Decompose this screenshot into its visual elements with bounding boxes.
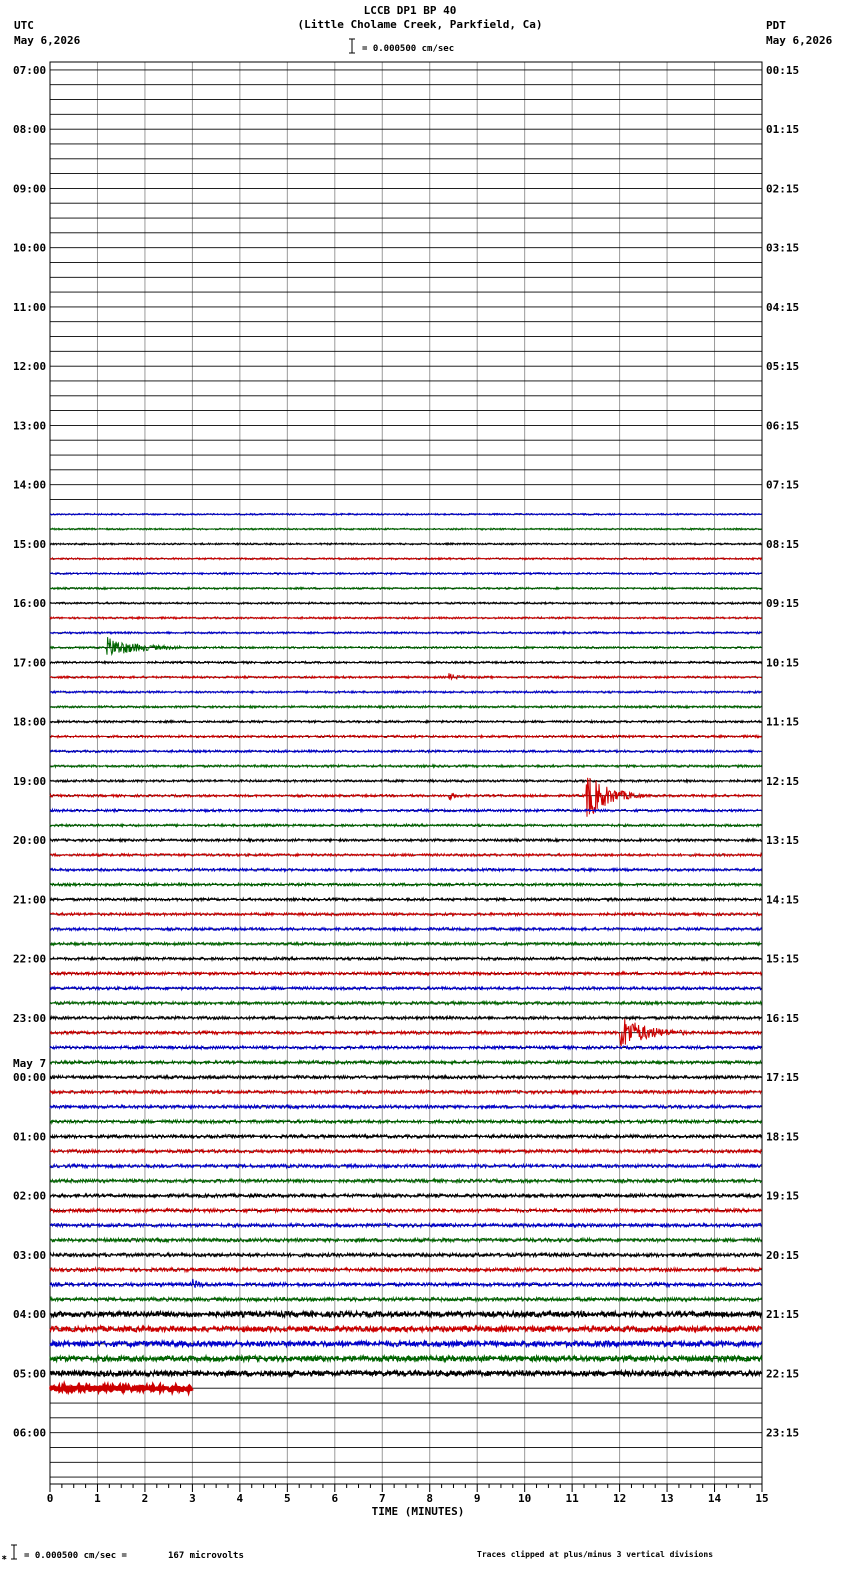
seismic-trace bbox=[50, 1312, 762, 1317]
hour-label-left: 17:00 bbox=[13, 656, 47, 670]
seismic-trace bbox=[50, 637, 762, 655]
hour-label-right: 03:15 bbox=[766, 241, 800, 255]
seismic-trace bbox=[50, 1224, 762, 1228]
hour-label-right: 05:15 bbox=[766, 360, 800, 374]
seismic-trace bbox=[50, 928, 762, 931]
date-change-label: May 7 bbox=[13, 1057, 47, 1071]
left-date: May 6,2026 bbox=[14, 34, 81, 47]
hour-label-right: 02:15 bbox=[766, 182, 800, 196]
seismic-trace bbox=[50, 854, 762, 857]
seismic-trace bbox=[50, 691, 762, 693]
hour-label-left: 06:00 bbox=[13, 1426, 47, 1440]
seismic-trace bbox=[50, 765, 762, 767]
seismic-trace bbox=[50, 883, 762, 886]
seismic-trace bbox=[50, 1341, 762, 1346]
hour-label-left: 03:00 bbox=[13, 1248, 47, 1262]
seismic-trace bbox=[50, 721, 762, 723]
hour-label-right: 19:15 bbox=[766, 1189, 800, 1203]
hour-label-right: 22:15 bbox=[766, 1367, 800, 1381]
seismic-trace bbox=[50, 957, 762, 960]
x-tick-label: 2 bbox=[141, 1492, 149, 1505]
hour-label-right: 12:15 bbox=[766, 774, 800, 788]
left-timezone: UTC bbox=[14, 19, 34, 32]
hour-label-left: 09:00 bbox=[13, 182, 47, 196]
hour-label-left: 12:00 bbox=[13, 360, 47, 374]
footer-marker: ⁎ bbox=[2, 1552, 7, 1562]
hour-label-right: 09:15 bbox=[766, 597, 800, 611]
hour-label-right: 11:15 bbox=[766, 715, 800, 729]
hour-label-left: 04:00 bbox=[13, 1308, 47, 1322]
seismic-trace bbox=[50, 528, 762, 530]
seismic-trace bbox=[50, 1002, 762, 1005]
x-tick-label: 10 bbox=[518, 1492, 532, 1505]
seismic-trace bbox=[50, 1046, 762, 1049]
footer-scale-bar-icon bbox=[11, 1545, 17, 1559]
seismic-trace bbox=[50, 1298, 762, 1302]
hour-label-right: 10:15 bbox=[766, 656, 800, 670]
hour-label-right: 01:15 bbox=[766, 123, 800, 137]
seismic-trace bbox=[50, 1386, 192, 1391]
x-tick-label: 13 bbox=[660, 1492, 674, 1505]
chart-title: LCCB DP1 BP 40 bbox=[363, 4, 457, 17]
hour-label-right: 06:15 bbox=[766, 419, 800, 433]
x-tick-label: 8 bbox=[426, 1492, 434, 1505]
seismic-trace bbox=[50, 809, 762, 811]
x-tick-label: 1 bbox=[94, 1492, 101, 1505]
seismic-trace bbox=[50, 1356, 762, 1361]
seismic-trace bbox=[50, 987, 762, 990]
hour-label-left: 07:00 bbox=[13, 63, 47, 77]
scale-bar-icon bbox=[349, 39, 355, 53]
hour-label-left: 14:00 bbox=[13, 478, 47, 492]
hour-label-left: 05:00 bbox=[13, 1367, 47, 1381]
chart-subtitle: (Little Cholame Creek, Parkfield, Ca) bbox=[297, 18, 543, 31]
hour-label-right: 04:15 bbox=[766, 300, 800, 314]
hour-label-right: 08:15 bbox=[766, 537, 800, 551]
seismic-trace bbox=[50, 661, 762, 663]
seismic-trace bbox=[50, 735, 762, 737]
x-tick-label: 15 bbox=[755, 1492, 769, 1505]
hour-label-right: 23:15 bbox=[766, 1426, 800, 1440]
clip-note: Traces clipped at plus/minus 3 vertical divisions bbox=[477, 1550, 714, 1559]
seismic-trace bbox=[50, 1150, 762, 1153]
scale-label: = 0.000500 cm/sec bbox=[362, 44, 455, 54]
x-tick-label: 14 bbox=[707, 1492, 722, 1505]
seismic-trace bbox=[50, 1061, 762, 1064]
seismic-trace bbox=[50, 558, 762, 560]
seismic-trace bbox=[50, 1076, 762, 1079]
seismic-trace bbox=[50, 602, 762, 604]
x-tick-label: 3 bbox=[189, 1492, 196, 1505]
hour-label-left: 15:00 bbox=[13, 537, 47, 551]
seismic-trace bbox=[50, 1090, 762, 1093]
x-tick-label: 12 bbox=[612, 1492, 627, 1505]
hour-label-left: 22:00 bbox=[13, 952, 47, 966]
hour-label-left: 08:00 bbox=[13, 123, 47, 137]
hour-label-left: 18:00 bbox=[13, 715, 47, 729]
hour-label-left: 20:00 bbox=[13, 834, 47, 848]
hour-label-left: 00:00 bbox=[13, 1071, 47, 1085]
hour-label-right: 00:15 bbox=[766, 63, 800, 77]
right-date: May 6,2026 bbox=[766, 34, 833, 47]
x-tick-label: 11 bbox=[565, 1492, 579, 1505]
trace-group bbox=[50, 514, 762, 1391]
hour-label-left: 21:00 bbox=[13, 893, 47, 907]
hour-label-left: 16:00 bbox=[13, 597, 47, 611]
seismic-trace bbox=[50, 869, 762, 872]
hour-label-right: 07:15 bbox=[766, 478, 800, 492]
hour-label-left: 11:00 bbox=[13, 300, 47, 314]
hour-label-left: 02:00 bbox=[13, 1189, 47, 1203]
right-timezone: PDT bbox=[766, 19, 786, 32]
seismic-trace bbox=[50, 1279, 762, 1288]
x-tick-label: 7 bbox=[378, 1492, 386, 1505]
seismic-trace bbox=[50, 943, 762, 946]
x-tick-label: 0 bbox=[46, 1492, 54, 1505]
hour-label-right: 16:15 bbox=[766, 1011, 800, 1025]
footer-scale-label: = 0.000500 cm/sec = bbox=[24, 1551, 127, 1561]
hour-label-left: 01:00 bbox=[13, 1130, 47, 1144]
hour-label-left: 10:00 bbox=[13, 241, 47, 255]
seismic-trace bbox=[50, 1194, 762, 1198]
hour-label-left: 23:00 bbox=[13, 1011, 47, 1025]
hour-label-right: 18:15 bbox=[766, 1130, 800, 1144]
hour-label-right: 14:15 bbox=[766, 893, 800, 907]
hour-label-right: 15:15 bbox=[766, 952, 800, 966]
hour-label-right: 17:15 bbox=[766, 1071, 800, 1085]
seismic-trace bbox=[50, 632, 762, 634]
footer-microvolts: 167 microvolts bbox=[168, 1551, 244, 1561]
seismic-trace bbox=[50, 543, 762, 545]
x-tick-label: 9 bbox=[473, 1492, 481, 1505]
hour-label-right: 21:15 bbox=[766, 1308, 800, 1322]
seismic-trace bbox=[50, 673, 762, 679]
x-tick-label: 4 bbox=[236, 1492, 244, 1505]
seismic-trace bbox=[50, 824, 762, 827]
x-tick-label: 6 bbox=[331, 1492, 339, 1505]
seismic-trace bbox=[50, 1120, 762, 1123]
hour-label-right: 20:15 bbox=[766, 1248, 800, 1262]
hour-label-left: 13:00 bbox=[13, 419, 47, 433]
hour-label-right: 13:15 bbox=[766, 834, 800, 848]
seismic-trace bbox=[50, 617, 762, 619]
hour-label-left: 19:00 bbox=[13, 774, 47, 788]
x-tick-label: 5 bbox=[284, 1492, 291, 1505]
x-axis-label: TIME (MINUTES) bbox=[371, 1505, 465, 1518]
